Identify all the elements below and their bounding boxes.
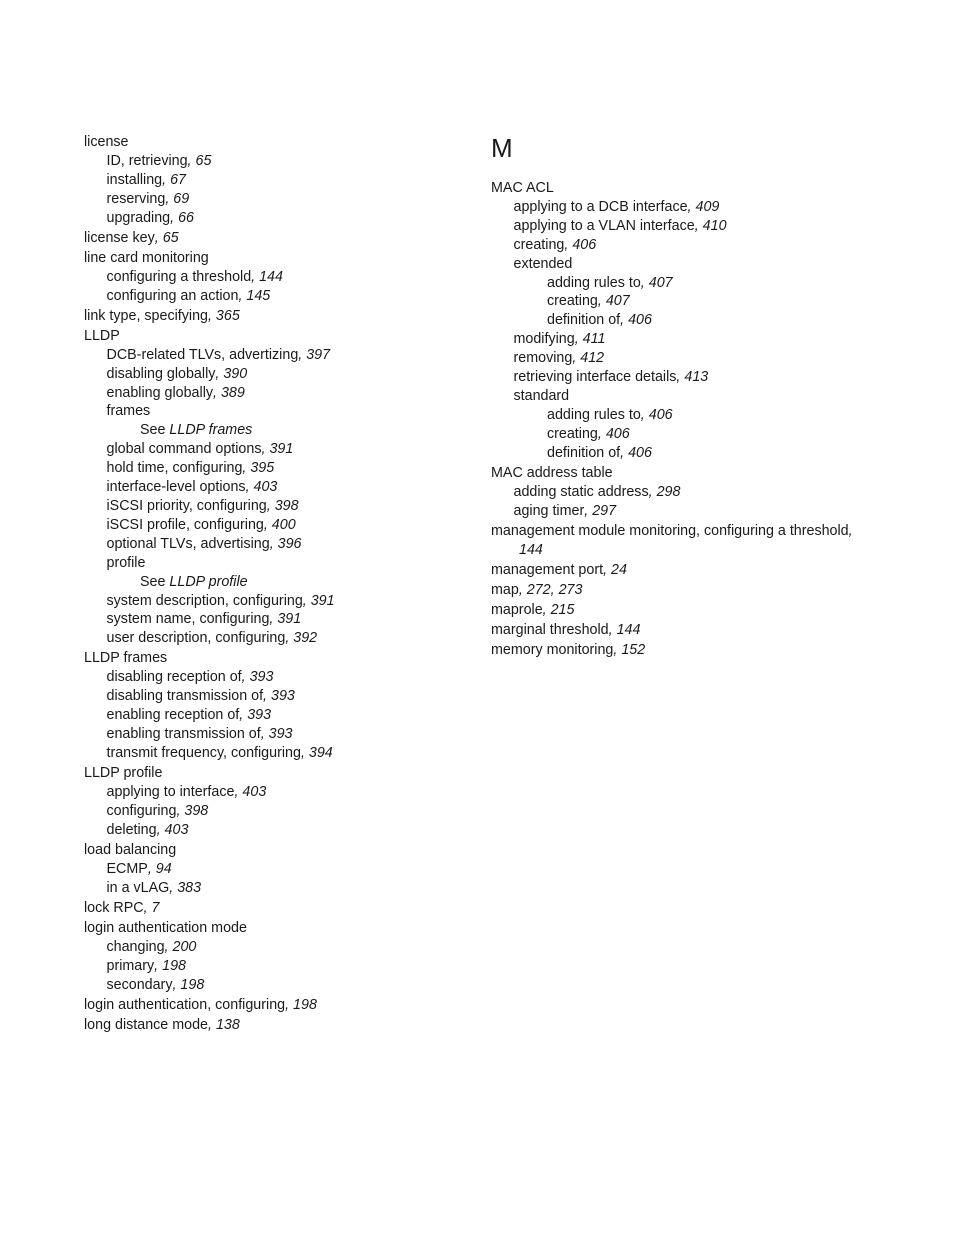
entry-term: lock RPC xyxy=(84,899,144,916)
entry-separator: , xyxy=(298,346,307,363)
entry-term: line card monitoring xyxy=(84,249,209,266)
entry-term: creating xyxy=(547,293,598,310)
index-subentry xyxy=(491,368,911,387)
index-subentry xyxy=(84,516,464,535)
page-reference[interactable]: 198 xyxy=(180,976,205,993)
entry-term: management port xyxy=(491,561,604,578)
entry-term: applying to interface xyxy=(106,783,235,800)
entry-term: definition of xyxy=(547,444,621,461)
entry-separator: , xyxy=(263,516,272,533)
index-subsubentry xyxy=(491,311,911,330)
index-subentry xyxy=(491,502,911,521)
index-subentry xyxy=(84,668,464,687)
index-subentry xyxy=(84,687,464,706)
index-subentry xyxy=(491,330,911,349)
entry-term: profile xyxy=(106,554,146,571)
entry-separator: , xyxy=(169,879,178,896)
index-subentry xyxy=(84,706,464,725)
index-column-right xyxy=(491,133,911,660)
index-subentry xyxy=(84,976,464,995)
entry-term: enabling transmission of xyxy=(106,726,261,743)
entry-term: LLDP xyxy=(84,327,120,344)
index-subentry xyxy=(84,478,464,497)
index-subentry xyxy=(84,287,464,306)
entry-term: removing xyxy=(513,350,573,367)
index-subentry xyxy=(84,402,464,421)
section-heading-m: M xyxy=(491,133,514,163)
index-entries-m xyxy=(491,179,911,660)
entry-separator: , xyxy=(154,957,163,974)
page-reference[interactable]: 412 xyxy=(580,350,605,367)
page-reference[interactable]: 406 xyxy=(648,406,673,423)
entry-separator: , xyxy=(574,331,583,348)
entry-term: system description, configuring xyxy=(106,592,303,609)
entry-separator: , xyxy=(245,479,254,496)
index-subentry xyxy=(84,938,464,957)
page-reference[interactable]: 403 xyxy=(253,479,278,496)
index-subentry xyxy=(84,629,464,648)
entry-term: link type, specifying xyxy=(84,307,208,324)
entry-term: disabling reception of xyxy=(106,669,242,686)
entry-term: login authentication mode xyxy=(84,919,247,936)
page-reference[interactable]: 389 xyxy=(220,384,245,401)
entry-separator: , xyxy=(242,460,251,477)
page-reference[interactable]: 397 xyxy=(306,346,331,363)
see-reference[interactable]: LLDP profile xyxy=(169,573,248,590)
entry-separator: , xyxy=(597,293,606,310)
entry-term: in a vLAG xyxy=(106,879,170,896)
entry-separator: , xyxy=(154,229,163,246)
entry-term: changing xyxy=(106,938,165,955)
entry-term: interface-level options xyxy=(106,479,246,496)
entry-term: configuring a threshold xyxy=(106,268,252,285)
page-reference[interactable]: 390 xyxy=(223,365,248,382)
entry-separator: , xyxy=(164,938,173,955)
index-subentry xyxy=(84,879,464,898)
index-subsubentry xyxy=(491,425,911,444)
entry-separator: , xyxy=(143,899,152,916)
entry-term: ID, retrieving xyxy=(106,152,188,169)
entry-term: adding rules to xyxy=(547,406,641,423)
entry-separator: , xyxy=(285,996,294,1013)
entry-separator: , xyxy=(251,268,260,285)
page-reference[interactable]: 406 xyxy=(628,444,652,461)
page-reference[interactable]: 365 xyxy=(215,307,240,324)
index-subsubentry xyxy=(84,573,464,592)
entry-term: license key xyxy=(84,229,155,246)
entry-separator: , xyxy=(620,444,629,461)
entry-separator: , xyxy=(676,369,685,386)
index-entry xyxy=(84,1016,464,1035)
index-entry xyxy=(84,764,464,783)
index-subentry xyxy=(84,365,464,384)
entry-term: LLDP profile xyxy=(84,765,163,782)
index-entry xyxy=(84,841,464,860)
entry-term: adding rules to xyxy=(547,274,641,291)
page-reference[interactable]: 297 xyxy=(592,502,617,519)
entry-term: aging timer xyxy=(513,502,585,519)
entry-separator: , xyxy=(263,688,271,705)
index-subentry xyxy=(84,459,464,478)
index-subentry xyxy=(84,860,464,879)
page-reference[interactable]: 407 xyxy=(605,293,630,310)
page-reference[interactable]: 393 xyxy=(271,688,295,705)
index-subentry xyxy=(84,744,464,763)
entry-separator: , xyxy=(170,209,179,226)
entry-term: transmit frequency, configuring xyxy=(106,744,301,761)
entry-separator: , xyxy=(234,783,243,800)
index-subentry xyxy=(84,190,464,209)
entry-term: load balancing xyxy=(84,841,177,858)
page-reference[interactable]: 65 xyxy=(162,229,179,246)
entry-term: retrieving interface details xyxy=(513,369,677,386)
page-reference[interactable]: 406 xyxy=(605,425,630,442)
index-entry xyxy=(491,179,911,198)
entry-separator: , xyxy=(172,976,181,993)
entry-separator: , xyxy=(162,171,171,188)
entry-term: hold time, configuring xyxy=(106,460,243,477)
page-reference[interactable]: 407 xyxy=(648,274,673,291)
index-entry xyxy=(491,561,911,580)
page-reference[interactable]: 393 xyxy=(268,726,293,743)
entry-separator: , xyxy=(215,365,224,382)
entry-term: configuring an action xyxy=(106,287,239,304)
index-subsubentry xyxy=(491,406,911,425)
index-subentry xyxy=(84,152,464,171)
page-reference[interactable]: 393 xyxy=(247,707,272,724)
entry-term: management module monitoring, configuring a threshold xyxy=(491,522,849,539)
entry-separator: , xyxy=(613,642,622,659)
entry-term: maprole xyxy=(491,601,543,618)
entry-separator: , xyxy=(564,236,573,253)
entry-term: MAC ACL xyxy=(491,180,554,196)
index-subentry xyxy=(84,497,464,516)
page-reference[interactable]: 66 xyxy=(178,209,194,226)
page-reference[interactable]: 410 xyxy=(702,217,727,234)
index-subentry xyxy=(491,387,911,406)
entry-term: marginal threshold xyxy=(491,621,609,638)
page-reference[interactable]: 69 xyxy=(173,190,190,207)
page-reference[interactable]: 395 xyxy=(250,460,275,477)
index-subentry xyxy=(491,255,911,274)
page-reference[interactable]: 391 xyxy=(310,592,335,609)
index-subentry xyxy=(84,535,464,554)
entry-term: secondary xyxy=(106,976,173,993)
entry-term: memory monitoring xyxy=(491,642,614,659)
page-reference[interactable]: 65 xyxy=(195,152,212,169)
page-reference[interactable]: 391 xyxy=(269,441,294,458)
entry-separator: , xyxy=(213,384,221,401)
index-subentry xyxy=(84,268,464,287)
entry-term: creating xyxy=(513,236,565,253)
index-subentry xyxy=(84,171,464,190)
entry-separator: , xyxy=(640,274,649,291)
index-entry xyxy=(491,464,911,483)
entry-separator: , xyxy=(285,630,294,647)
page-reference[interactable]: 398 xyxy=(184,802,209,819)
entry-term: LLDP frames xyxy=(84,650,168,667)
entry-term: optional TLVs, advertising xyxy=(106,535,270,552)
page-reference[interactable]: 138 xyxy=(215,1016,240,1033)
entry-term: upgrading xyxy=(106,209,171,226)
entry-separator: , xyxy=(187,152,196,169)
index-subentry xyxy=(84,610,464,629)
entry-separator: , xyxy=(269,611,278,628)
entry-term: modifying xyxy=(513,331,575,348)
entry-term: disabling globally xyxy=(106,365,216,382)
entry-term: reserving xyxy=(106,190,166,207)
index-entry xyxy=(84,996,464,1015)
page-reference[interactable]: 145 xyxy=(246,287,271,304)
page-reference[interactable]: 391 xyxy=(277,611,302,628)
entry-separator: , xyxy=(603,561,612,578)
index-entry xyxy=(491,522,911,560)
page-reference[interactable]: 394 xyxy=(308,744,333,761)
page-reference[interactable]: 215 xyxy=(550,601,575,618)
entry-term: See xyxy=(140,573,170,590)
entry-term: login authentication, configuring xyxy=(84,996,286,1013)
page-reference[interactable]: 403 xyxy=(164,821,189,838)
entry-term: See xyxy=(140,422,170,439)
index-entry xyxy=(491,641,911,660)
index-subentry xyxy=(84,725,464,744)
index-subentry xyxy=(84,821,464,840)
index-subentry xyxy=(84,384,464,403)
page-reference[interactable]: 409 xyxy=(695,198,720,215)
entry-term: user description, configuring xyxy=(106,630,286,647)
page-reference[interactable]: 67 xyxy=(170,171,186,188)
entry-term: enabling reception of xyxy=(106,707,240,724)
index-subentry xyxy=(491,217,911,236)
entry-separator: , xyxy=(238,287,247,304)
entry-separator: , xyxy=(694,217,703,234)
index-entry xyxy=(84,307,464,326)
index-subsubentry xyxy=(491,274,911,293)
entry-term: standard xyxy=(513,387,570,404)
entry-term: map xyxy=(491,581,519,598)
entry-term: ECMP xyxy=(106,860,148,877)
index-subentry xyxy=(84,957,464,976)
entry-term: enabling globally xyxy=(106,384,214,401)
page-reference[interactable]: 398 xyxy=(274,497,299,514)
page-reference[interactable]: 144 xyxy=(519,541,543,558)
page-reference[interactable]: 406 xyxy=(628,312,652,329)
entry-separator: , xyxy=(302,592,311,609)
entry-separator: , xyxy=(848,522,853,539)
entry-separator: , xyxy=(266,497,275,514)
page-reference[interactable]: 403 xyxy=(242,783,267,800)
index-subentry xyxy=(84,592,464,611)
index-subentry xyxy=(491,349,911,368)
page-reference[interactable]: 94 xyxy=(155,860,172,877)
index-subsubentry xyxy=(84,421,464,440)
entry-term: MAC address table xyxy=(491,464,613,481)
entry-term: iSCSI priority, configuring xyxy=(106,497,267,514)
index-entry xyxy=(84,649,464,668)
entry-term: applying to a DCB interface xyxy=(513,198,688,215)
index-entry xyxy=(84,133,464,152)
entry-separator: , xyxy=(572,350,581,367)
page-reference[interactable]: 383 xyxy=(177,879,202,896)
page-reference[interactable]: 144 xyxy=(259,268,283,285)
entry-separator: , xyxy=(239,707,248,724)
entry-term: frames xyxy=(106,403,151,420)
page-reference[interactable]: 413 xyxy=(684,369,709,386)
entry-term: long distance mode xyxy=(84,1016,208,1033)
index-entry xyxy=(84,229,464,248)
entry-separator: , xyxy=(518,581,527,598)
page-reference[interactable]: 298 xyxy=(656,483,681,500)
index-subentry xyxy=(84,783,464,802)
entry-separator: , xyxy=(542,601,551,618)
entry-separator: , xyxy=(176,802,185,819)
index-subsubentry xyxy=(491,292,911,311)
entry-term: extended xyxy=(513,255,573,272)
index-subentry xyxy=(491,236,911,255)
entry-separator: , xyxy=(620,312,629,329)
entry-separator: , xyxy=(640,406,649,423)
index-subentry xyxy=(84,209,464,228)
index-entry xyxy=(491,621,911,640)
index-entry xyxy=(84,249,464,268)
entry-term: DCB-related TLVs, advertizing xyxy=(106,346,299,363)
index-subsubentry xyxy=(491,444,911,463)
entry-separator: , xyxy=(648,483,657,500)
entry-term: global command options xyxy=(106,441,262,458)
page-reference[interactable]: 272, 273 xyxy=(526,581,583,598)
entry-separator: , xyxy=(261,441,270,458)
see-reference[interactable]: LLDP frames xyxy=(169,422,253,439)
entry-separator: , xyxy=(300,744,309,761)
entry-separator: , xyxy=(241,669,250,686)
entry-separator: , xyxy=(597,425,606,442)
index-entry xyxy=(84,327,464,346)
page-reference[interactable]: 392 xyxy=(293,630,318,647)
entry-term: deleting xyxy=(106,821,157,838)
index-entry xyxy=(84,919,464,938)
entry-term: definition of xyxy=(547,312,621,329)
page-reference[interactable]: 411 xyxy=(582,331,606,348)
index-subentry xyxy=(84,346,464,365)
entry-term: system name, configuring xyxy=(106,611,270,628)
entry-separator: , xyxy=(147,860,156,877)
page-reference[interactable]: 24 xyxy=(611,561,627,578)
page-reference[interactable]: 406 xyxy=(572,236,597,253)
entry-term: applying to a VLAN interface xyxy=(513,217,695,234)
page-reference[interactable]: 400 xyxy=(271,516,296,533)
entry-separator: , xyxy=(208,1016,216,1033)
index-subentry xyxy=(491,483,911,502)
entry-term: iSCSI profile, configuring xyxy=(106,516,264,533)
entry-term: configuring xyxy=(106,802,177,819)
page-reference[interactable]: 396 xyxy=(277,535,302,552)
page-reference[interactable]: 144 xyxy=(616,621,641,638)
index-entry xyxy=(491,581,911,600)
index-column-left xyxy=(84,133,464,1035)
entry-term: creating xyxy=(547,425,598,442)
page-reference[interactable]: 200 xyxy=(172,938,197,955)
page-reference[interactable]: 7 xyxy=(151,899,160,916)
entry-term: adding static address xyxy=(513,483,649,500)
entry-separator: , xyxy=(687,198,696,215)
index-entry xyxy=(491,601,911,620)
page-reference[interactable]: 152 xyxy=(621,642,646,659)
index-subentry xyxy=(84,802,464,821)
index-entry xyxy=(84,899,464,918)
page-reference[interactable]: 393 xyxy=(249,669,274,686)
entry-separator: , xyxy=(156,821,165,838)
page-reference[interactable]: 198 xyxy=(162,957,186,974)
entry-separator: , xyxy=(584,502,593,519)
index-subentry xyxy=(491,198,911,217)
entry-separator: , xyxy=(207,307,216,324)
index-subentry xyxy=(84,554,464,573)
entry-term: primary xyxy=(106,957,155,974)
entry-separator: , xyxy=(260,726,269,743)
entry-term: license xyxy=(84,134,129,150)
entry-term: installing xyxy=(106,171,163,188)
page-reference[interactable]: 198 xyxy=(293,996,317,1013)
entry-term: disabling transmission of xyxy=(106,688,264,705)
entry-separator: , xyxy=(269,535,278,552)
entry-separator: , xyxy=(608,621,617,638)
entry-separator: , xyxy=(165,190,174,207)
index-subentry xyxy=(84,440,464,459)
